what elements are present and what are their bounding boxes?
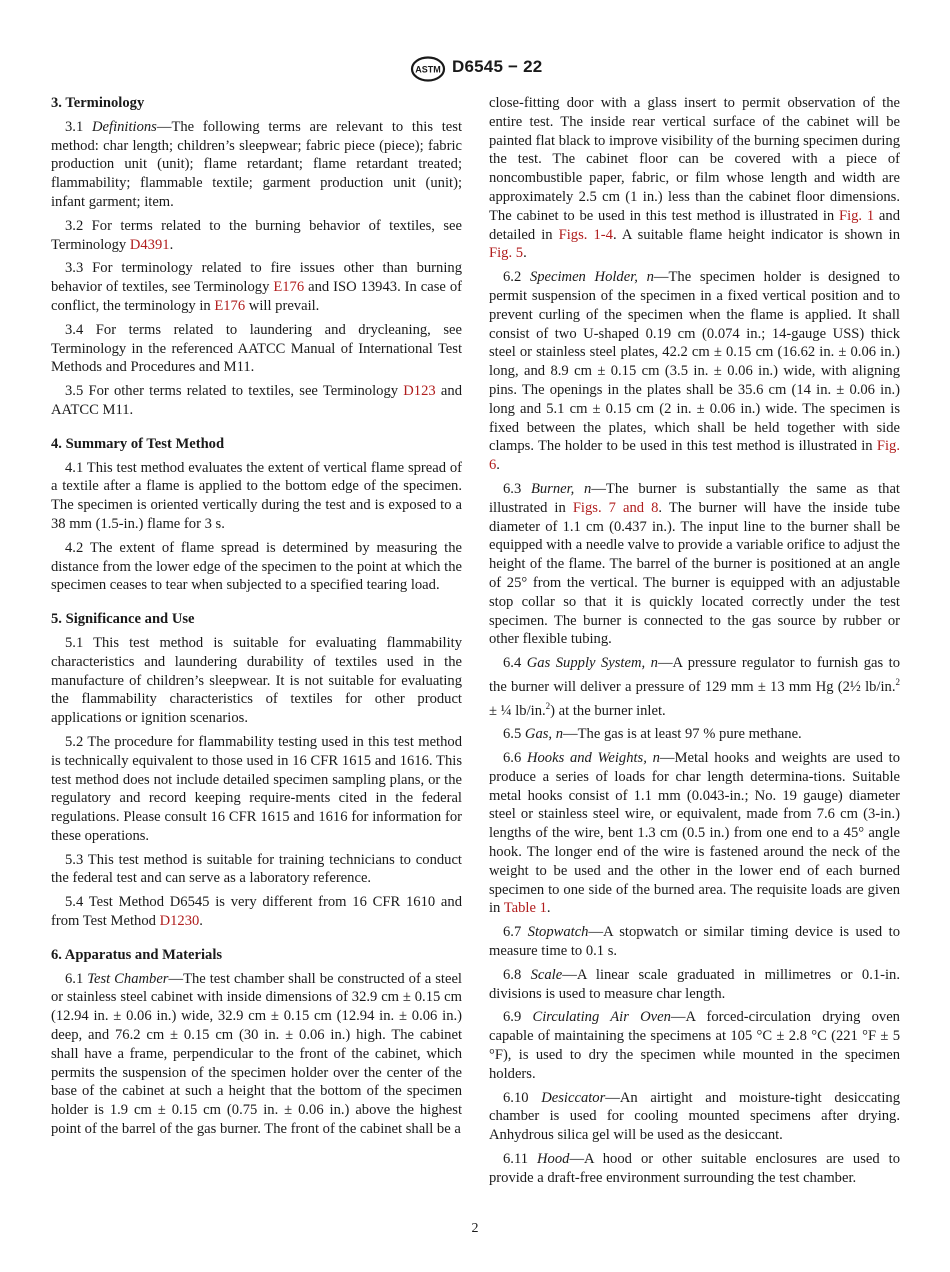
ref-e176-second[interactable]: E176 bbox=[214, 297, 246, 314]
para-3-5: 3.5 For other terms related to textiles, see Terminology D123 and AATCC M11. bbox=[51, 383, 462, 418]
right-column bbox=[489, 94, 900, 1193]
para-5-1: 5.1 This test method is suitable for evaluating flammability characteristics and laundering durability of textiles used in the manufacture of children’s sleepwear. It is not suitable for evaluating the flammability characteristics of textiles for other product applications or ignition scenarios. bbox=[51, 634, 462, 727]
para-5-3: 5.3 This test method is suitable for training technicians to conduct the federal test and can serve as a laboratory reference. bbox=[51, 851, 462, 887]
para-3-1: 3.1 Definitions—The following terms are relevant to this test method: char length; children’s sleepwear; fabric piece (piece); fabric production unit (unit); flame retardant; flame retardant treated; flammability; flammable textile; garment production unit (unit); infant garment; item. bbox=[51, 118, 462, 210]
para-6-6: 6.6 Hooks and Weights, n—Metal hooks and weights are used to produce a series of loads for char length determina-tions. Suitable metal hooks consist of 1.1 mm (0.043-in.; No. 19 gauge) diameter steel or stainless steel wire, or equivalent, made from 7.6 cm (3-in.) lengths of the wire, bent 1.3 cm (0.5 in.) from one end to a 45° angle hook. The longer end of the wire is fastened around the neck of the weight to be used and the other in the lower end of each burned specimen to one side of the burned area. The requisite loads are given in Table 1. bbox=[489, 750, 901, 917]
para-3-2: 3.2 For terms related to the burning behavior of textiles, see Terminology D4391. bbox=[51, 217, 462, 253]
ref-d4391[interactable]: D4391 bbox=[129, 236, 170, 253]
section-3-heading: 3. Terminology bbox=[51, 95, 145, 111]
ref-fig-5[interactable]: Fig. 5 bbox=[489, 245, 524, 262]
ref-figs-7-8[interactable]: Figs. 7 and 8 bbox=[572, 499, 659, 516]
para-6-1: 6.1 Test Chamber—The test chamber shall be constructed of a steel or stainless steel cabinet with inside dimensions of 32.9 cm ± 0.15 cm (12.94 in. ± 0.06 in.) wide, 32.9 cm ± 0.15 cm (12.94 in. ± 0.06 in.) deep, and 76.2 cm ± 0.15 cm (30 in. ± 0.06 in.) high. The cabinet shall have a frame, perpendicular to the front of the cabinet, which permits the suspension of the specimen holder over the center of the base of the cabinet at such a height that the bottom of the specimen holder is 1.9 cm ± 0.15 cm (0.75 in. ± 0.06 in.) above the highest point of the barrel of the gas burner. The front of the cabinet shall be a bbox=[51, 970, 462, 1138]
para-3-3: 3.3 For terminology related to fire issues other than burning behavior of textiles, see Terminology E176 and ISO 13943. In case of conflict, the terminology in E176 will prevail. bbox=[51, 260, 462, 314]
para-6-10: 6.10 Desiccator—An airtight and moisture-tight desiccating chamber is used for cooling mounted specimens after drying. Anhydrous silica gel will be used as the desiccant. bbox=[489, 1089, 900, 1144]
document-id: D6545 − 22 bbox=[452, 57, 543, 76]
astm-logo-icon bbox=[409, 56, 447, 82]
para-3-4: 3.4 For terms related to laundering and drycleaning, see Terminology in the referenced AATCC Manual of International Test Methods and Procedures and M11. bbox=[51, 321, 462, 376]
svg-text:ASTM: ASTM bbox=[415, 64, 441, 75]
ref-table-1[interactable]: Table 1 bbox=[503, 900, 547, 917]
ref-figs-1-4[interactable]: Figs. 1-4 bbox=[558, 226, 613, 243]
para-6-3: 6.3 Burner, n—The burner is substantially the same as that illustrated in Figs. 7 and 8. The burner will have the inside tube diameter of 1.1 cm (0.437 in.). The input line to the burner shall be equipped with a needle valve to provide a variable orifice to adjust the height of the flame. The barrel of the burner is positioned at an angle of 25° from the vertical. The burner is equipped with an adjustable stop collar so that it is quickly located correctly under the test specimen. The burner is connected to the gas source by rubber or other flexible tubing. bbox=[489, 480, 900, 648]
para-6-11: 6.11 Hood—A hood or other suitable enclosures are used to provide a draft-free environment surrounding the test chamber. bbox=[489, 1150, 900, 1186]
page-header bbox=[0, 56, 950, 82]
para-6-1-continued: close-fitting door with a glass insert to permit observation of the entire test. The inside rear vertical surface of the cabinet will be painted flat black to improve visibility of the burning specimen during the test. The cabinet floor can be covered with a piece of noncombustible paper, fabric, or film whose length and width are approximately 2.5 cm (1 in.) less than the cabinet floor dimensions. The cabinet to be used in this test method is illustrated in Fig. 1 and detailed in Figs. 1-4. A suitable flame height indicator is shown in Fig. 5. bbox=[489, 95, 901, 262]
para-5-4: 5.4 Test Method D6545 is very different from 16 CFR 1610 and from Test Method D1230. bbox=[51, 894, 462, 930]
ref-d123[interactable]: D123 bbox=[403, 383, 436, 400]
para-6-5: 6.5 Gas, n—The gas is at least 97 % pure methane. bbox=[503, 726, 802, 743]
section-5-heading: 5. Significance and Use bbox=[51, 611, 195, 628]
ref-e176[interactable]: E176 bbox=[273, 279, 305, 296]
ref-fig-1[interactable]: Fig. 1 bbox=[838, 207, 875, 224]
left-column bbox=[51, 94, 462, 1144]
ref-fig-6[interactable]: Fig. 6 bbox=[489, 438, 900, 474]
para-5-2: 5.2 The procedure for flammability testing used in this test method is technically equivalent to those used in 16 CFR 1615 and 1616. This test method does not include detailed specimen sampling plans, or the regulatory and record keeping require-ments cited in the federal regulations. Please consult 16 CFR 1615 and 1616 for information for these operations. bbox=[51, 733, 462, 844]
ref-d1230[interactable]: D1230 bbox=[159, 913, 200, 930]
para-6-7: 6.7 Stopwatch—A stopwatch or similar timing device is used to measure time to 0.1 s. bbox=[489, 924, 900, 959]
para-6-4: 6.4 Gas Supply System, n—A pressure regulator to furnish gas to the burner will deliver a pressure of 129 mm ± 13 mm Hg (2½ lb/in.$^2$ ± ¼ lb/in.$^2$) at the burner inlet. bbox=[489, 655, 901, 719]
page-number: 2 bbox=[471, 1221, 479, 1236]
para-6-8: 6.8 Scale—A linear scale graduated in millimetres or 0.1-in. divisions is used to measure char length. bbox=[489, 966, 900, 1002]
para-4-1: 4.1 This test method evaluates the extent of vertical flame spread of a textile after a flame is applied to the bottom edge of the specimen. The specimen is oriented vertically during the test and is exposed to a 38 mm (1.5-in.) flame for 3 s. bbox=[51, 459, 462, 532]
section-6-heading: 6. Apparatus and Materials bbox=[51, 946, 223, 963]
section-4-heading: 4. Summary of Test Method bbox=[51, 435, 225, 452]
para-4-2: 4.2 The extent of flame spread is determined by measuring the distance from the lower edge of the specimen to the point at which the specimen ceases to tear when subjected to a specified tearing load. bbox=[51, 539, 462, 594]
para-6-9: 6.9 Circulating Air Oven—A forced-circulation drying oven capable of maintaining the specimens at 105 °C ± 2.8 °C (221 °F ± 5 °F), is used to dry the specimen while mounted in the specimen holders. bbox=[489, 1009, 900, 1082]
para-6-2: 6.2 Specimen Holder, n—The specimen holder is designed to permit suspension of the specimen in a fixed vertical position and to prevent curling of the specimen when the flame is applied. It shall consist of two U-shaped 0.19 cm (0.074 in.; 14-gauge USS) thick steel or stainless steel plates, 42.2 cm ± 0.15 cm (16.62 in. ± 0.06 in.) long, and 8.9 cm ± 0.15 cm (3.5 in. ± 0.06 in.) wide, with aligning pins. The openings in the plates shall be 35.6 cm (14 in. ± 0.06 in.) long and 5.1 cm ± 0.15 cm (2 in. ± 0.06 in.) wide. The specimen is fixed between the plates, which shall be held together with side clamps. The holder to be used in this test method is illustrated in Fig. 6. bbox=[489, 269, 900, 474]
